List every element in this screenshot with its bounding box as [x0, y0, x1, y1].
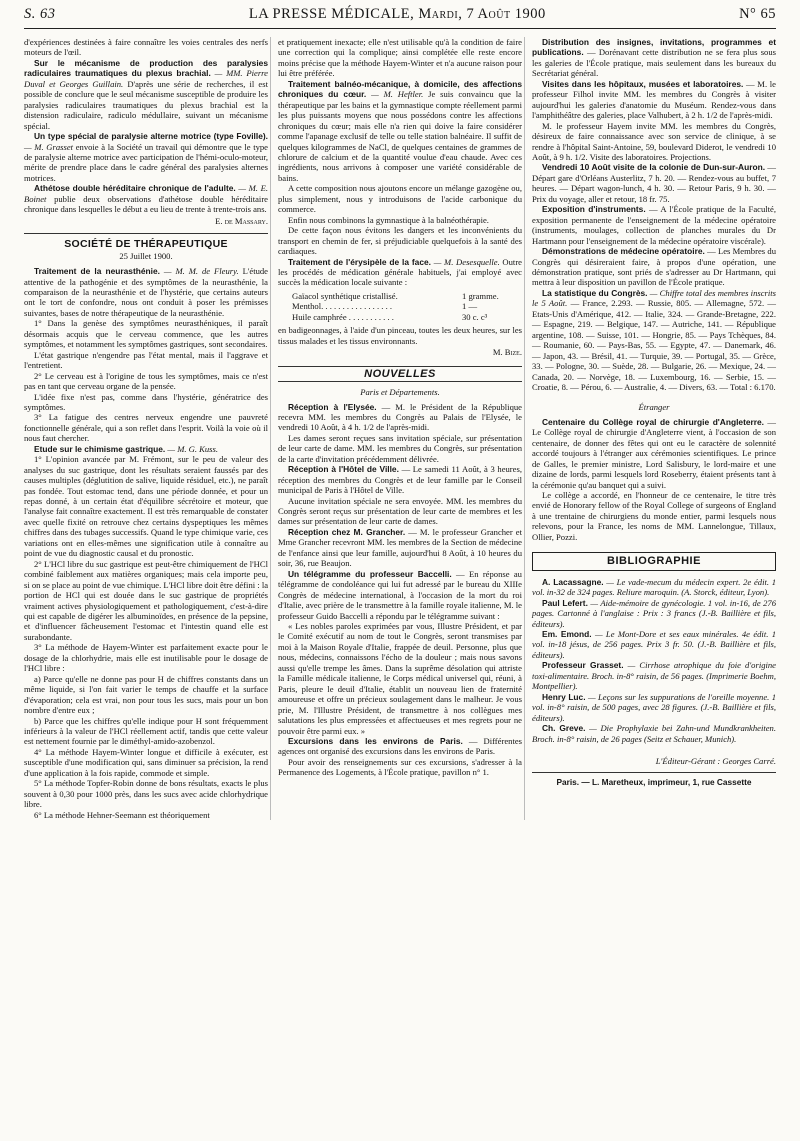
bib-author: Henry Luc. [542, 691, 586, 702]
article-authors: — M. M. de Fleury. [163, 266, 239, 277]
bib-text: — Leçons sur les suppurations de l'oreille moyenne. 1 vol. in-8° raisin, de 500 pages, avec 28 figures. (J.-B. Baillière et fils, éditeurs). [532, 691, 776, 723]
quantity: 1 — [462, 301, 478, 312]
bibliographie-heading: BIBLIOGRAPHIE [532, 552, 776, 570]
news-title: Démonstrations de médecine opératoire. [542, 246, 705, 257]
news-subtitle: — Chiffre total des membres inscrits le 5 Août. [532, 287, 776, 309]
news-title: Excursions dans les environs de Paris. [288, 736, 463, 746]
paragraph: L'état gastrique n'engendre pas l'état mental, mais il l'aggrave et l'entretient. [24, 349, 268, 371]
paragraph: d'expériences destinées à faire connaître les voies centrales des nerfs moteurs de l'œil. [24, 37, 268, 58]
paragraph: Le collège a accordé, en l'honneur de ce centenaire, le titre très envié de Honorary fellow of the Royal College of surgeons of England à une trentaine de chirurgiens du monde entier, parmi lesquels nous relevons, pour la France, les noms de MM. Lannelongue, Tillaux, Ollier, Pozzi. [532, 490, 776, 542]
nouvelles-heading: NOUVELLES [278, 366, 522, 382]
article-authors: — M. Desesquelle. [433, 256, 500, 267]
bibliography-entry [532, 598, 776, 629]
paragraph: 2° L'HCl libre du suc gastrique est peut-être chimiquement de l'HCl combiné faiblement aux matières organiques; mais cela importe peu, si on se place au point de vue chimique. L'HCl libre doit être défini : la portion de HCl qui est douée dans le suc gastrique de propriétés vraiment actives physiologiquement et pathologiquement, c'est-à-dire qui est capable de digérer les albuminoïdes, en présence de la pepsine, et d'influencer fâcheusement l'estomac et l'intestin quand elle est surabondante. [24, 558, 269, 642]
quantity: 1 gramme. [462, 290, 499, 301]
article-title: Athétose double héréditaire chronique de l'adulte. [34, 183, 236, 194]
bib-author: Professeur Grasset. [542, 660, 624, 671]
news-exposition [532, 204, 776, 246]
article-authors: — M. Grasset [24, 141, 74, 152]
news-title: La statistique du Congrès. [542, 287, 648, 298]
section-date: 25 Juillet 1900. [119, 250, 173, 261]
article-authors: — M. Heftler. [371, 89, 424, 100]
news-centenaire [532, 417, 776, 490]
news-distribution [532, 37, 776, 79]
article-title: Traitement balnéo-mécanique, à domicile, des affections chroniques du cœur. [278, 78, 522, 100]
paragraph: a) Parce qu'elle ne donne pas pour H de chiffres constants dans un même liquide, si l'on fait varier le temps de chauffe et la surface d'évaporation; cela est vrai, non pour tous les sucs, mais pour un bon nombre d'entre eux ; [24, 673, 268, 716]
article-balneo [278, 79, 522, 184]
column-right [524, 37, 776, 820]
news-title: Réception à l'Elysée. [288, 401, 377, 412]
issue-number: N° 65 [739, 6, 776, 22]
prescription-formula [292, 291, 522, 322]
article-chimisme [24, 444, 268, 454]
news-body: — Les Membres du Congrès qui désireraient faire, à propos d'une opération, une démonstration pratique, sont priés de s'adresser au Dr Hartmann, qui mettra à leur disposition un pavillon de l'École pratique. [532, 246, 776, 288]
page-header [24, 6, 776, 29]
news-title: Un télégramme du professeur Baccelli. [288, 568, 452, 579]
bib-author: Paul Lefert. [542, 597, 588, 608]
article-title: Traitement de l'érysipèle de la face. [288, 256, 431, 267]
signature: E. de Massary. [215, 215, 268, 226]
news-body: — Départ gare d'Orléans Austerlitz, 7 h. 20. — Rendez-vous au buffet, 7 heures. — Départ wagon-lunch, 4 h. 30. — Retour Paris, 9 h. 30. — Prix du voyage, aller et retour, 18 fr. 75. [532, 162, 776, 204]
paragraph: b) Parce que les chiffres qu'elle indique pour H sont fréquemment inférieurs à la valeur de l'HCl réellement actif, tandis que cette valeur est nettement fournie par le diméthyl-amido-azobenzol. [24, 715, 268, 747]
article-title: Traitement de la neurasthénie. [34, 266, 160, 277]
ingredient: Gaïacol synthétique cristallisé. [292, 290, 398, 301]
subsection-heading: Paris et Départements. [360, 387, 440, 398]
article-authors: — M. E. Boinet [24, 183, 268, 204]
paragraph: 1° L'opinion avancée par M. Frémont, sur le peu de valeur des analyses du suc gastrique, dont les résultats seraient faussés par des causes multiples (déglutition de salive, liquide résiduel, etc.), ne paraît pas fondée. Tout estomac tend, dans une période donnée, et pour un repas donné, à un certain état d'équilibre sécrétoire et moteur, que l'analyse fait connaître exactement. Il est très remarquable de constater avec quelle fixité on retrouve chez certains dyspeptiques les mêmes chiffres dans des tubages successifs. Quand le type chimique varie, ces variations ont en elles-mêmes une signification utile à connaître au point de vue du diagnostic causal et du pronostic. [24, 454, 268, 559]
article-athetose [24, 183, 268, 214]
bibliography-entry [532, 660, 776, 691]
news-elysee [278, 402, 522, 433]
news-body: — Le samedi 11 Août, à 3 heures, réception des membres du Congrès et de leur famille par le Conseil municipal de Paris à l'Hôtel de Ville. [278, 464, 522, 496]
bib-author: Ch. Greve. [542, 723, 586, 734]
bibliography-entry [532, 723, 776, 744]
news-body: — Différentes agences ont organisé des excursions dans les environs de Paris. [278, 736, 522, 757]
paragraph: 2° Le cerveau est à l'origine de tous les symptômes, mais ce n'est pas en tant que cerveau organe de la pensée. [24, 370, 268, 392]
news-body: — M. le professeur Filhol invite MM. les membres du Congrès à visiter aujourd'hui les galeries d'anatomie du Muséum. Rendez-vous dans l'amphithéâtre des galeries, place Valhubert, à 2 h. 1/2 de l'après-midi. [532, 78, 776, 121]
editor-line: L'Éditeur-Gérant : Georges Carré. [655, 756, 776, 766]
column-middle [270, 37, 522, 820]
paragraph: Enfin nous combinons la gymnastique à la balnéothérapie. [288, 214, 489, 225]
news-title: Exposition d'instruments. [542, 204, 646, 215]
article-erysipele [278, 257, 522, 288]
paragraph: 4° La méthode Hayem-Winter longue et difficile à exécuter, est susceptible d'une modification qui, sans diminuer sa précision, la rend d'une application à la fois rapide, commode et simple. [24, 746, 268, 778]
bib-author: A. Lacassagne. [542, 576, 604, 587]
paragraph: 3° La méthode de Hayem-Winter est parfaitement exacte pour le dosage de la chlorhydrie, mais elle est inutilisable pour le dosage de l'HCl libre : [24, 642, 268, 674]
article-body: publie deux observations d'athétose double héréditaire chronique dans lesquelles le début a eu lieu de trente à trente-trois ans. [24, 193, 268, 215]
paragraph: « Les nobles paroles exprimées par vous, Illustre Président, et par le Comité exécutif au nom de tout le Congrès, seront transmises par moi à la Maison Royale d'Italie, frappée de deuil. Personne, plus que nous, médecins, connaissons l'écho de la douleur ; mais nous savons aussi qu'elle trempe les âmes. Dans la suprême désolation qui attriste la Famille médicale italienne, le Corps médical universel qui, réuni, à Paris, pleure le deuil d'Italie, établit un nouveau lien de fraternité amoureuse et offre un précieux soulagement dans le malheur. Je vous prie, M. l'Illustre Président, de transmettre à nos collègues mes salutations les plus empressées et affectueuses et mes regrets pour ne pouvoir être parmi eux. » [278, 621, 522, 736]
article-title: Etude sur le chimisme gastrique. [34, 443, 166, 454]
article-body: Je suis convaincu que la thérapeutique par les bains et la gymnastique compte réellement parmi les plus puissants moyens que nous possédons contre les affections chroniques du cœur; mais elle n'a rien qui doive la faire considérer comme l'apanage exclusif de telle ou telle station balnéaire. Il suffit de quelques kilogrammes de NaCl, de quelques centaines de grammes de chlorure de calcium et de la quantité voulue d'eau chaude. Avec ces ingrédients, nous arrivons à composer une variété considérable de bains. [278, 89, 522, 183]
news-baccelli [278, 569, 522, 621]
article-authors: — M. G. Kuss. [167, 443, 219, 454]
news-body: — M. le professeur Grancher et Mme Grancher recevront MM. les membres de la Section de médecine de l'enfance ainsi que leur famille, aujourd'hui 8 Août, à 10 heures du soir, 36, rue Beaujon. [278, 526, 522, 569]
news-dun-sur-auron [532, 162, 776, 204]
news-body: — A l'École pratique de la Faculté, exposition permanente de l'enseignement de la médecine opératoire (instruments, moulages, collection de planches murales du Dr Hartmann pour l'enseignement de la médecine opératoire viscérale). [532, 204, 776, 246]
printer-imprint: Paris. — L. Maretheux, imprimeur, 1, rue Cassette [532, 772, 776, 787]
article-body: envoie à la Société un travail qui démontre que le type de paralysie alterne motrice avec participation de l'hémi-oculo-moteur, mérite de prendre place dans le cadre général des paralysies alternes motrices. [24, 141, 268, 183]
article-title: Sur le mécanisme de production des paralysies radiculaires traumatiques du plexus brachial. [24, 57, 268, 79]
paragraph: Les dames seront reçues sans invitation spéciale, sur présentation de leur carte de dame. MM. les membres du Congrès, sur présentation de la carte d'invitation précédemment délivrée. [278, 432, 522, 464]
paragraph: 6° La méthode Hehner-Seemann est théoriquement [34, 809, 210, 820]
bib-text: — Cirrhose atrophique du foie d'origine toxi-alimentaire. Broch. in-8° raisin, de 56 pages. (Imprimerie Boehm, Montpellier). [532, 660, 777, 692]
subsection-heading: Étranger [638, 402, 670, 413]
article-authors: — MM. Pierre Duval et Georges Guillain. [24, 68, 268, 89]
article-body: L'étude attentive de la pathogénie et des symptômes de la neurasthénie, la comparaison de la neurasthénie et de l'hystérie, que certains auteurs ont le tort de confondre, nous ont conduit à poser les prémisses suivantes, bases de notre thérapeutique de la neurasthénie. [24, 266, 268, 318]
news-grancher [278, 527, 522, 569]
paragraph: De cette façon nous évitons les dangers et les inconvénients du transport en chemin de fer, si préjudiciable quelquefois à la santé des cardiaques. [278, 225, 522, 257]
masthead-title: LA PRESSE MÉDICALE, Mardi, 7 Août 1900 [248, 6, 546, 22]
signature: M. Bize. [492, 347, 522, 358]
bib-text: — Aide-mémoire de gynécologie. 1 vol. in-16, de 276 pages. Cartonné à l'anglaise : Prix : 3 francs (J.-B. Baillière et fils, éditeurs). [532, 597, 777, 629]
bibliography-entry [532, 629, 776, 660]
paragraph: A cette composition nous ajoutons encore un mélange gazogène ou, plus simplement, nous y introduisons de l'acide carbonique du commerce. [278, 183, 522, 215]
news-body: — En réponse au télégramme de condoléance qui lui fut adressé par le bureau du XIIIe Congrès de médecine international, à l'occasion de la mort du roi d'Italie, avec prière de le transmettre à la famille royale italienne, M. le professeur Guido Baccelli a répondu par le télégramme suivant : [278, 568, 522, 621]
news-title: Distribution des insignes, invitations, programmes et publications. [532, 37, 776, 58]
quantity: 30 c. c³ [462, 311, 488, 322]
paragraph: en badigeonnages, à l'aide d'un pinceau, toutes les deux heures, sur les tissus malades et les tissus environnants. [278, 325, 522, 346]
paragraph: et pratiquement inexacte; elle n'est utilisable qu'à la condition de faire une correction qui la complique; ainsi complétée elle reste encore moins précise que la méthode Hayem-Winter et n'a aucune raison pour lui être préférée. [278, 37, 522, 79]
ingredient: Menthol. . . . . . . . . . . . . . . . . [292, 301, 393, 312]
paragraph: L'idée fixe n'est pas, comme dans l'hystérie, génératrice des symptômes. [24, 391, 268, 412]
news-body: — Le Collège royal de chirurgie d'Angleterre vient, à l'occasion de son centenaire, de donner des fêtes qui ont eu le caractère de solennité accordé toujours à l'étranger aux cérémonies scientifiques. Le prince de Galles, le premier ministre, Lord Salisbury, le lord-maire et une dizaine de lords, parmi lesquels lord Roseberry, étaient présents tant à la cérémonie qu'au banquet qui a suivi. [532, 416, 776, 490]
article-mecanisme [24, 58, 268, 131]
page-folio: S. 63 [24, 6, 56, 22]
bib-author: Em. Emond. [542, 629, 592, 640]
news-title: Visites dans les hôpitaux, musées et laboratoires. [542, 78, 744, 89]
article-body: Outre les procédés de médication générale habituels, j'ai employé avec succès la médication locale suivante : [278, 256, 522, 288]
news-body: — M. le Président de la République recevra MM. les membres du Congrès au Palais de l'Elysée, le vendredi 10 Août, à 4 h. 1/2 de l'après-midi. [278, 401, 522, 433]
news-title: Réception chez M. Grancher. [288, 526, 406, 537]
formula-line [292, 301, 522, 311]
paragraph: M. le professeur Hayem invite MM. les membres du Congrès, désireux de faire connaissance avec son service de clinique, à se rendre à l'hôpital Saint-Antoine, 59, boulevard Diderot, le vendredi 10 Août, à 9 h. 1/2. Visite des laboratoires. Projections. [532, 120, 776, 162]
paragraph: 3° La fatigue des centres nerveux engendre une pauvreté fonctionnelle générale, qui a son reflet dans l'esprit. Voilà la voie où il nous faut chercher. [24, 412, 268, 444]
ingredient: Huile camphrée . . . . . . . . . . . [292, 311, 394, 322]
bibliography-entry [532, 577, 776, 598]
news-visites [532, 79, 776, 121]
news-excursions [278, 736, 522, 757]
article-foville [24, 131, 268, 183]
news-demonstrations [532, 246, 776, 288]
paragraph: 5° La méthode Topfer-Robin donne de bons résultats, exacts le plus souvent à 0,30 pour 1000 près, dans les sucs avec acide chlorhydrique libre. [24, 778, 268, 810]
bib-text: — Die Prophylaxie bei Zahn-und Mundkrankheiten. Broch. in-8° raisin, de 26 pages (Seitz et Schauer, Munich). [532, 723, 776, 744]
article-title: Un type spécial de paralysie alterne motrice (type Foville). [34, 131, 268, 142]
paragraph: Aucune invitation spéciale ne sera envoyée. MM. les membres du Congrès seront reçus sur présentation de leur carte de membres et les dames sur présentation de leur carte de dames. [278, 495, 522, 527]
formula-line [292, 312, 522, 322]
news-title: Centenaire du Collège royal de chirurgie d'Angleterre. [542, 416, 765, 427]
news-title: Réception à l'Hôtel de Ville. [288, 464, 399, 475]
paragraph: Pour avoir des renseignements sur ces excursions, s'adresser à la Permanence des Logements, à l'École pratique, pavillon n° 1. [278, 756, 522, 778]
bib-text: — Le vade-mecum du médecin expert. 2e édit. 1 vol. in-32 de 324 pages. Reliure maroquin. (A. Storck, éditeur, Lyon). [532, 576, 777, 598]
news-statistique [532, 288, 776, 393]
section-heading: SOCIÉTÉ DE THÉRAPEUTIQUE [24, 233, 268, 249]
formula-line [292, 291, 522, 301]
news-body: — France, 2.293. — Russie, 805. — Allemagne, 572. — Etats-Unis d'Amérique, 412. — Italie, 324. — Grande-Bretagne, 222. — Espagne, 219. — Belgique, 147. — Autriche, 141. — République argentine, 108. — Suisse, 101. — Hongrie, 85. — Pays Tchèques, 84. — Roumanie, 60. — Pays-Bas, 55. — Egypte, 47. — Danemark, 46. — Japon, 43. — Brésil, 41. — Turquie, 39. — Portugal, 35. — Grèce, 33. — Pologne, 30. — Suède, 28. — Bulgarie, 26. — Mexique, 24. — Canada, 20. — Norvège, 18. — Luxembourg, 16. — Serbie, 15. — Croatie, 8. — Pérou, 6. — Australie, 4. — Divers, 63. — Total : 6.170. [532, 298, 776, 392]
news-title: Vendredi 10 Août visite de la colonie de Dun-sur-Auron. [542, 162, 766, 173]
article-neurasthenie [24, 266, 268, 318]
news-body: — Dorénavant cette distribution ne se fera plus sous les galeries de l'École pratique, mais seulement dans les bureaux du Secrétariat général. [532, 47, 776, 79]
paragraph: 1° Dans la genèse des symptômes neurasthéniques, il paraît désormais acquis que le cerveau commence, que les autres symptômes, et notamment les symptômes gastriques, sont secondaires. [24, 318, 268, 350]
bib-text: — Le Mont-Dore et ses eaux minérales. 4e édit. 1 vol. in-18 jésus, de 256 pages. Prix 3 fr. 50. (J.-B. Baillière et fils, éditeurs). [532, 629, 776, 660]
news-hotel-de-ville [278, 464, 522, 495]
column-left [24, 37, 268, 820]
bibliography-entry [532, 692, 776, 723]
article-body: D'après une série de recherches, il est possible de conclure que le seul mécanisme susceptible de produire les paralysies radiculaires traumatiques du plexus brachial est la distension radiculaire, radiculo médullaire, suivant un mécanisme spécial. [24, 78, 268, 131]
